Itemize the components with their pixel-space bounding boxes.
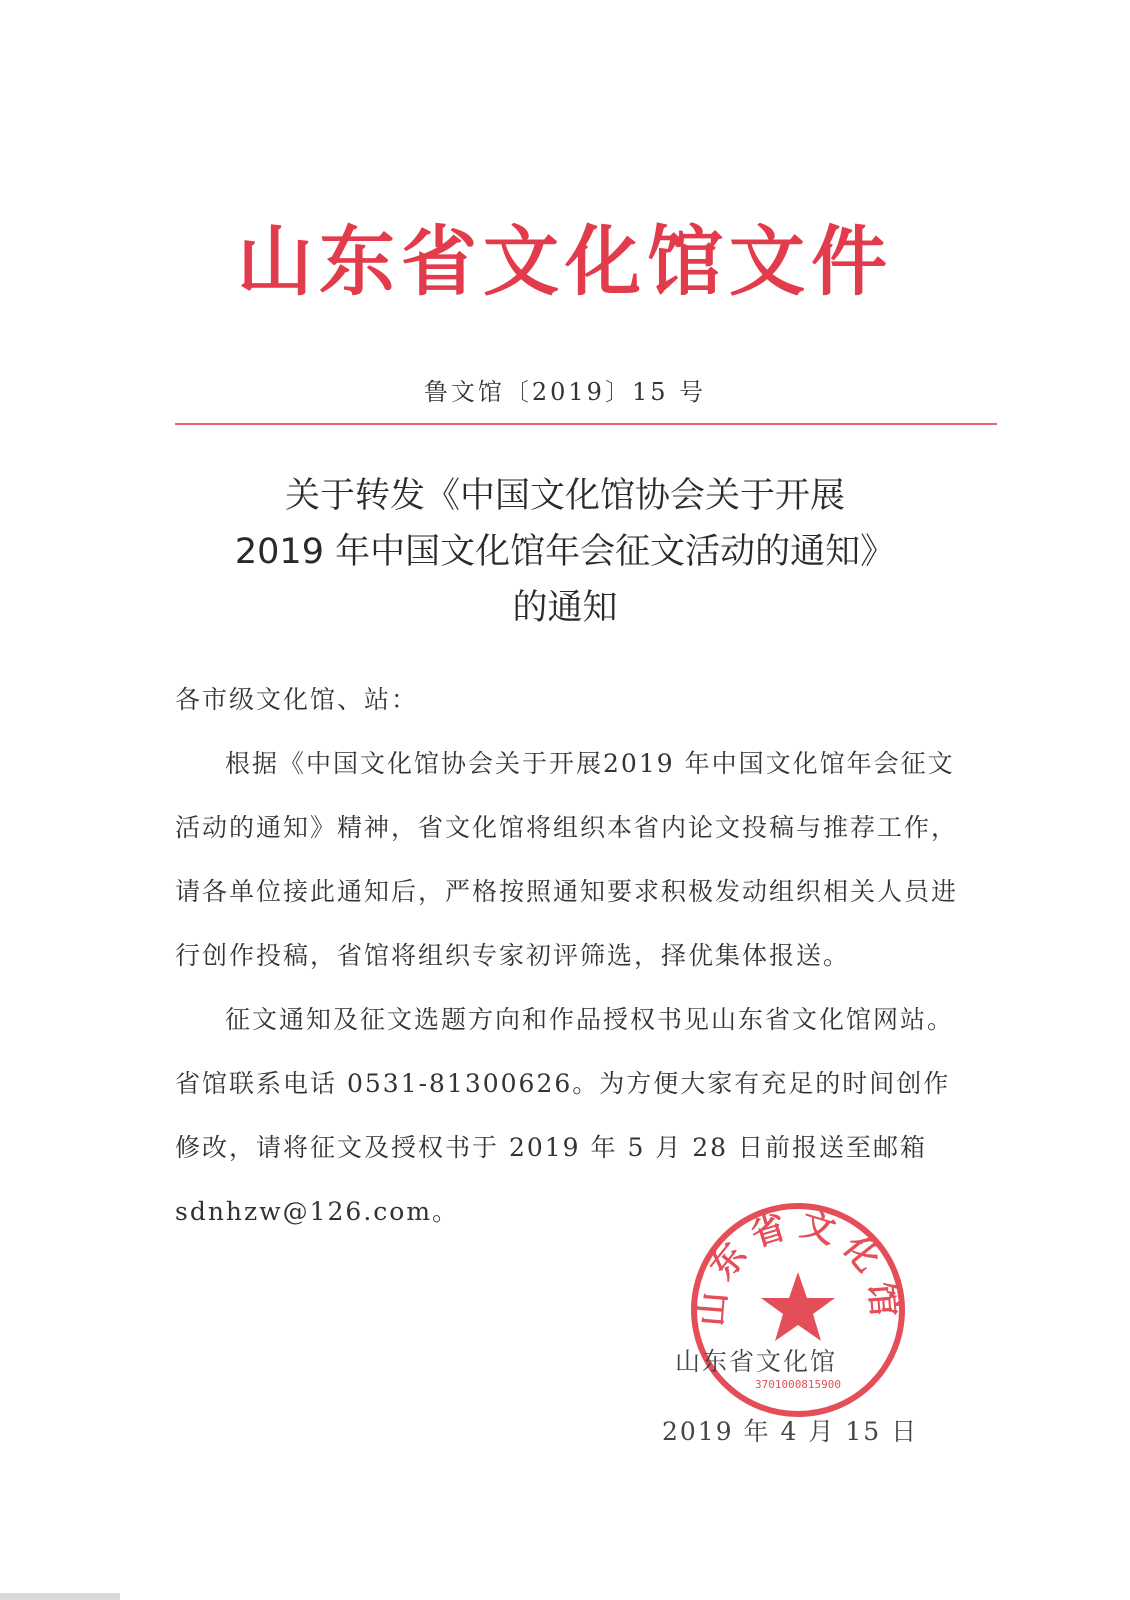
scan-edge-mark (0, 1593, 120, 1600)
title-line-1: 关于转发《中国文化馆协会关于开展 (284, 476, 845, 516)
title-line-2: 2019 年中国文化馆年会征文活动的通知》 (234, 532, 896, 572)
document-number: 鲁文馆〔2019〕15 号 (423, 378, 707, 406)
document-title (140, 468, 990, 636)
issuer-signature: 山东省文化馆 (675, 1347, 838, 1376)
title-line-3: 的通知 (512, 588, 618, 628)
paragraph-1: 根据《中国文化馆协会关于开展2019 年中国文化馆年会征文活动的通知》精神，省文化馆将组织本省内论文投稿与推荐工作，请各单位接此通知后，严格按照通知要求积极发动组织相关人员进行创作投稿，省馆将组织专家初评筛选，择优集体报送。 (175, 749, 959, 970)
salutation: 各市级文化馆、站： (175, 685, 419, 714)
svg-text:3701000815900: 3701000815900 (754, 1378, 842, 1391)
issue-date: 2019 年 4 月 15 日 (662, 1417, 919, 1446)
document-body (175, 668, 965, 1244)
masthead-title: 山东省文化馆文件 (237, 217, 893, 306)
seal-star-icon (761, 1272, 835, 1341)
official-seal-stamp (688, 1200, 908, 1420)
red-divider-line (175, 423, 997, 425)
paragraph-2: 征文通知及征文选题方向和作品授权书见山东省文化馆网站。省馆联系电话 0531-81300626。为方便大家有充足的时间创作修改，请将征文及授权书于 2019 年 5 月 28 日前报送至邮箱 sdnhzw@126.com。 (175, 1005, 955, 1226)
svg-text:山东省文化馆: 山东省文化馆 (691, 1204, 905, 1328)
